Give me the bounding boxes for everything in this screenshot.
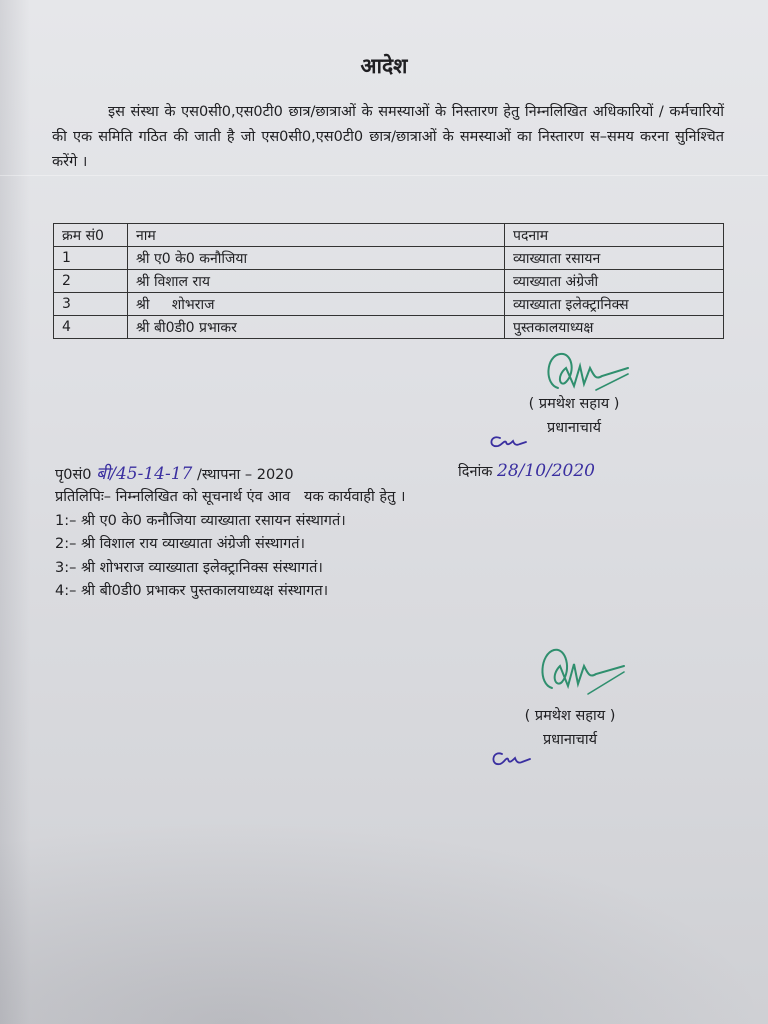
signature-block-2 bbox=[490, 704, 650, 752]
reference-prefix: पृ0सं0 bbox=[55, 467, 92, 483]
list-item: 1:– श्री ए0 के0 कनौजिया व्याख्याता रसायन संस्थागतं। bbox=[55, 512, 346, 529]
copy-to-heading: प्रतिलिपिः– निम्नलिखित को सूचनार्थ एंव आव यक कार्यवाही हेतु । bbox=[55, 489, 406, 505]
table-row bbox=[54, 316, 724, 339]
initials-mark-1 bbox=[486, 432, 530, 452]
committee-table bbox=[53, 223, 724, 339]
list-item: 3:– श्री शोभराज व्याख्याता इलेक्ट्रानिक्स संस्थागतं। bbox=[55, 559, 323, 576]
signatory-title: प्रधानाचार्य bbox=[542, 732, 598, 748]
list-item: 4:– श्री बी0डी0 प्रभाकर पुस्तकालयाध्यक्ष संस्थागत। bbox=[55, 583, 329, 599]
order-body-text: इस संस्था के एस0सी0,एस0टी0 छात्र/छात्राओं के समस्याओं के निस्तारण हेतु निम्नलिखित अधिकारियों / कर्मचारियों की एक समिति गठित की जाती है जो एस0सी0,एस0टी0 छात्र/छात्राओं के समस्याओं का निस्तारण स–समय करना सुनिश्चित करेंगे । bbox=[52, 104, 724, 170]
cell-serial: 4 bbox=[54, 316, 128, 339]
reference-line bbox=[55, 461, 294, 484]
header-name: नाम bbox=[128, 224, 505, 247]
header-serial: क्रम सं0 bbox=[54, 224, 128, 247]
date-handwritten: 28/10/2020 bbox=[497, 461, 595, 481]
reference-number-handwritten: बी/45-14-17 bbox=[96, 464, 193, 484]
cell-serial: 2 bbox=[54, 270, 128, 293]
cell-serial: 3 bbox=[54, 293, 128, 316]
reference-suffix: /स्थापना – 2020 bbox=[196, 467, 294, 483]
initials-mark-2 bbox=[488, 748, 536, 770]
paper-shadow-left bbox=[0, 0, 30, 1024]
cell-designation: व्याख्याता इलेक्ट्रानिक्स bbox=[505, 293, 724, 316]
signatory-name: ( प्रमथेश सहाय ) bbox=[528, 396, 620, 412]
table-row bbox=[54, 247, 724, 270]
date-label: दिनांक bbox=[458, 464, 493, 480]
copy-to-section bbox=[55, 486, 405, 604]
cell-name: श्री ए0 के0 कनौजिया bbox=[128, 247, 505, 270]
cell-designation: व्याख्याता अंग्रेजी bbox=[505, 270, 724, 293]
signature-scribble-2 bbox=[530, 642, 630, 708]
paper-fold bbox=[0, 175, 768, 176]
header-designation: पदनाम bbox=[505, 224, 724, 247]
table-row bbox=[54, 270, 724, 293]
document-title: आदेश bbox=[360, 54, 408, 78]
cell-serial: 1 bbox=[54, 247, 128, 270]
cell-name: श्री शोभराज bbox=[128, 293, 505, 316]
cell-designation: व्याख्याता रसायन bbox=[505, 247, 724, 270]
signatory-name: ( प्रमथेश सहाय ) bbox=[524, 708, 616, 724]
list-item: 2:– श्री विशाल राय व्याख्याता अंग्रेजी संस्थागतं। bbox=[55, 536, 306, 552]
cell-designation: पुस्तकालयाध्यक्ष bbox=[505, 316, 724, 339]
date-line bbox=[458, 461, 595, 481]
cell-name: श्री बी0डी0 प्रभाकर bbox=[128, 316, 505, 339]
table-header-row bbox=[54, 224, 724, 247]
signatory-title: प्रधानाचार्य bbox=[546, 420, 602, 436]
paper-shadow-bottom bbox=[0, 820, 768, 1024]
cell-name: श्री विशाल राय bbox=[128, 270, 505, 293]
table-row bbox=[54, 293, 724, 316]
